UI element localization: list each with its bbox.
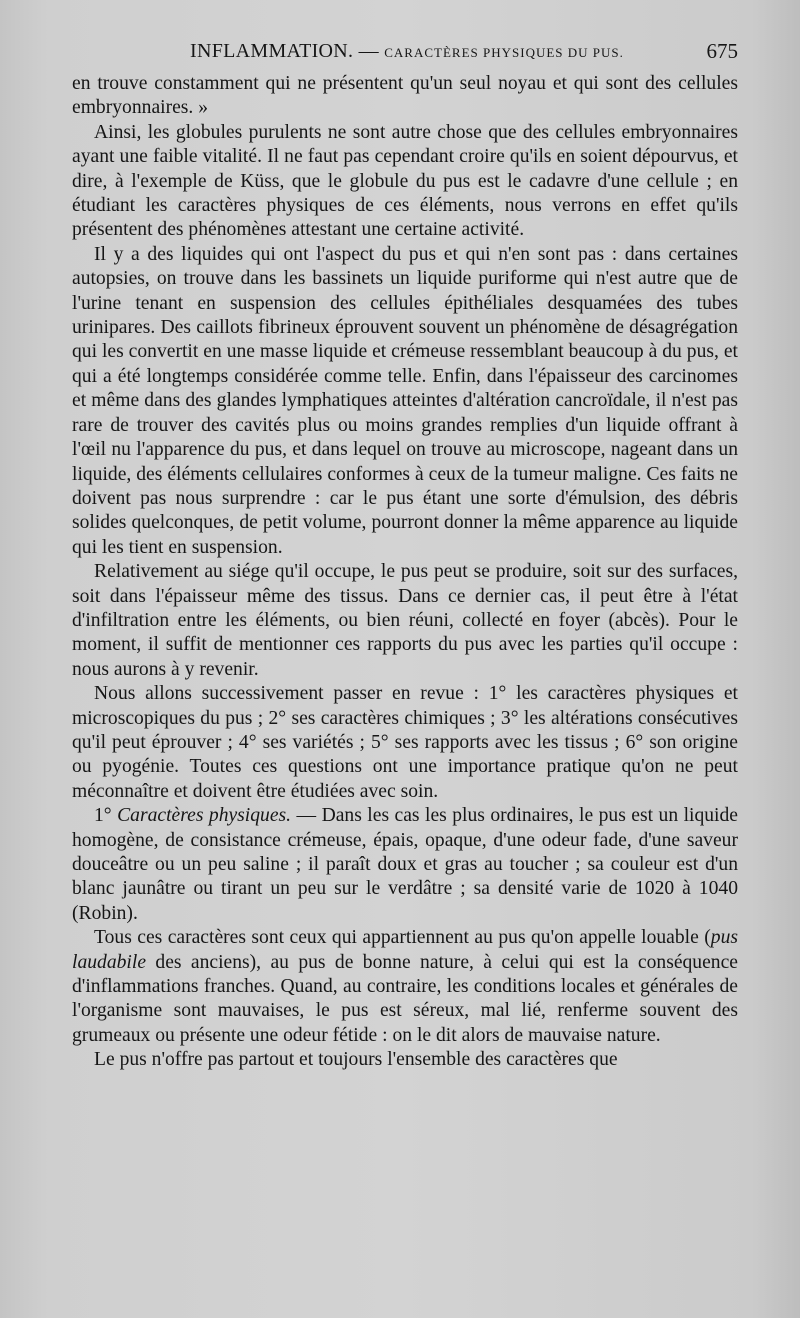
running-title-main: INFLAMMATION. bbox=[190, 40, 354, 62]
paragraph-text: des anciens), au pus de bonne nature, à celui qui est la conséquence d'inflammations franches. Quand, au contraire, les conditions locales et générales de l'organisme sont mauvaises, le pus est séreux, mal lié, renferme souvent des grumeaux ou présente une odeur fétide : on le dit alors de mauvaise nature. bbox=[72, 951, 738, 1046]
paragraph-caracteres-physiques bbox=[72, 804, 738, 926]
paragraph-liquides bbox=[72, 243, 738, 560]
paragraph-text-start: Tous ces caractères sont ceux qui appartiennent au pus qu'on appelle louable ( bbox=[94, 927, 711, 949]
latin-term: pus laudabile bbox=[72, 927, 738, 973]
paragraph-text: Relativement au siége qu'il occupe, le pus peut se produire, soit sur des surfaces, soit dans l'épaisseur même des tissus. Dans ce dernier cas, il peut être à l'état d'infiltration entre les éléments, ou bien réuni, collecté en foyer (abcès). Pour le moment, il suffit de mentionner ces rapports du pus avec les parties qu'il occupe : nous aurons à y revenir. bbox=[72, 561, 738, 680]
paragraph-continuation bbox=[72, 72, 738, 121]
paragraph-text: Le pus n'offre pas partout et toujours l'ensemble des caractères que bbox=[94, 1049, 618, 1071]
running-title-separator: — bbox=[353, 40, 385, 62]
section-heading: Caractères physiques. bbox=[117, 805, 292, 827]
paragraph-text: en trouve constamment qui ne présentent qu'un seul noyau et qui sont des cellules embryonnaires. » bbox=[72, 73, 738, 119]
paragraph-text: — Dans les cas les plus ordinaires, le pus est un liquide homogène, de consistance crémeuse, épais, opaque, d'une odeur fade, d'une saveur douceâtre ou un peu saline ; il paraît doux et gras au toucher ; sa couleur est d'un blanc jaunâtre ou tirant un peu sur le verdâtre ; sa densité varie de 1020 à 1040 (Robin). bbox=[72, 805, 738, 924]
paragraph-globules bbox=[72, 121, 738, 243]
paragraph-text: Ainsi, les globules purulents ne sont autre chose que des cellules embryonnaires ayant une faible vitalité. Il ne faut pas cependant croire qu'ils en soient dépourvus, et dire, à l'exemple de Küss, que le globule du pus est le cadavre d'une cellule ; en étudiant les caractères physiques de ces éléments, nous verrons en effet qu'ils présentent des phénomènes attestant une certaine activité. bbox=[72, 121, 738, 241]
page-number: 675 bbox=[706, 39, 738, 63]
paragraph-text: Nous allons successivement passer en revue : 1° les caractères physiques et microscopiques du pus ; 2° ses caractères chimiques ; 3° les altérations consécutives qu'il peut éprouver ; 4° ses variétés ; 5° ses rapports avec les tissus ; 6° son origine ou pyogénie. Toutes ces questions ont une importance pratique qu'on ne peut méconnaître et doivent être étudiées avec soin. bbox=[72, 683, 738, 802]
paragraph-pus-louable bbox=[72, 926, 738, 1048]
paragraph-siege bbox=[72, 560, 738, 682]
running-title bbox=[190, 36, 624, 68]
running-title-subtitle: CARACTÈRES PHYSIQUES DU PUS. bbox=[384, 45, 624, 60]
section-number: 1° bbox=[94, 805, 118, 827]
paragraph-ensemble bbox=[72, 1048, 738, 1072]
paragraph-revue bbox=[72, 682, 738, 804]
running-header bbox=[72, 36, 738, 66]
paragraph-text: Il y a des liquides qui ont l'aspect du pus et qui n'en sont pas : dans certaines autopsies, on trouve dans les bassinets un liquide puriforme qui n'est autre que de l'urine tenant en suspension des cellules épithéliales desquamées des tubes urinipares. Des caillots fibrineux éprouvent souvent un phénomène de désagrégation qui les convertit en une masse liquide et crémeuse ressemblant beaucoup à du pus, et qui a été longtemps considérée comme telle. Enfin, dans l'épaisseur des carcinomes et même dans des glandes lymphatiques atteintes d'altération cancroïdale, il n'est pas rare de trouver des cavités plus ou moins grandes remplies d'un liquide offrant à l'œil nu l'apparence du pus, et dans lequel on trouve au microscope, nageant dans un liquide, des éléments cellulaires conformes à ceux de la tumeur maligne. Ces faits ne doivent pas nous surprendre : car le pus étant une sorte d'émulsion, des débris solides quelconques, de petit volume, pourront donner la même apparence au liquide qui les tient en suspension. bbox=[72, 243, 738, 558]
body-text bbox=[72, 72, 738, 1073]
